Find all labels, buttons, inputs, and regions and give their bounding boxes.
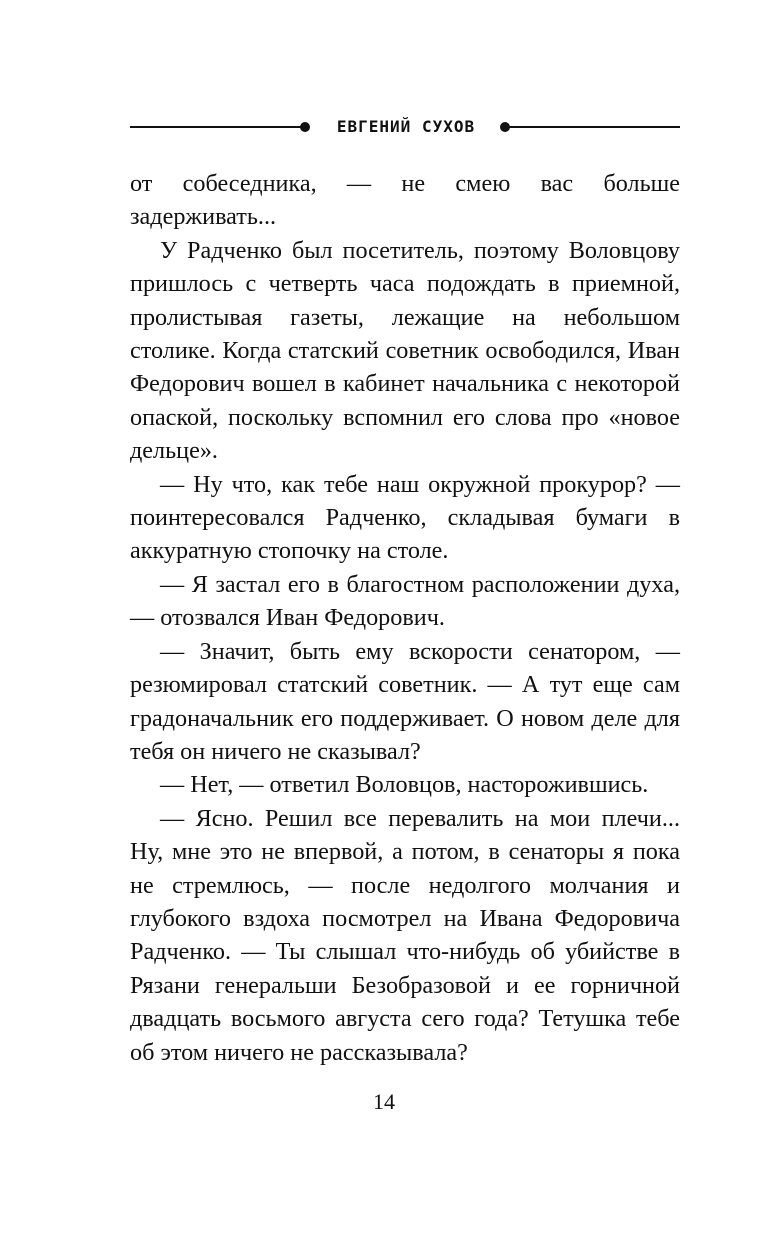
- header-rule-right: [508, 126, 680, 128]
- body-text: [130, 167, 680, 1069]
- paragraph: — Ну что, как тебе наш окружной прокурор? — поинтересовался Радченко, складывая бумаги в аккуратную стопочку на столе.: [130, 470, 680, 565]
- paragraph: от собеседника, — не смею вас больше задерживать...: [130, 170, 680, 231]
- running-header: [130, 114, 680, 140]
- paragraph: — Нет, — ответил Воловцов, насторожившись.: [160, 771, 649, 799]
- paragraph: У Радченко был посетитель, поэтому Воловцову пришлось с четверть часа подождать в приемной, пролистывая газеты, лежащие на небольшом столике. Когда статский советник освободился, Иван Федорович вошел в кабинет начальника с некоторой опаской, поскольку вспомнил его слова про «новое дельце».: [130, 236, 680, 465]
- paragraph: — Я застал его в благостном расположении духа, — отозвался Иван Федорович.: [130, 570, 680, 632]
- page-number: 14: [373, 1089, 395, 1114]
- header-dot-left: [300, 122, 310, 132]
- paragraph: — Ясно. Решил все перевалить на мои плечи... Ну, мне это не впервой, а потом, в сенаторы я пока не стремлюсь, — после недолгого молчания и глубокого вздоха посмотрел на Ивана Федоровича Радченко. — Ты слышал что-нибудь об убийстве в Рязани генеральши Безобразовой и ее горничной двадцать восьмого августа сего года? Тетушка тебе об этом ничего не рассказывала?: [130, 804, 680, 1066]
- header-rule-left: [130, 126, 302, 128]
- header-author: ЕВГЕНИЙ СУХОВ: [336, 117, 476, 136]
- paragraph: — Значит, быть ему вскорости сенатором, — резюмировал статский советник. — А тут еще сам градоначальник его поддерживает. О новом деле для тебя он ничего не сказывал?: [130, 637, 680, 765]
